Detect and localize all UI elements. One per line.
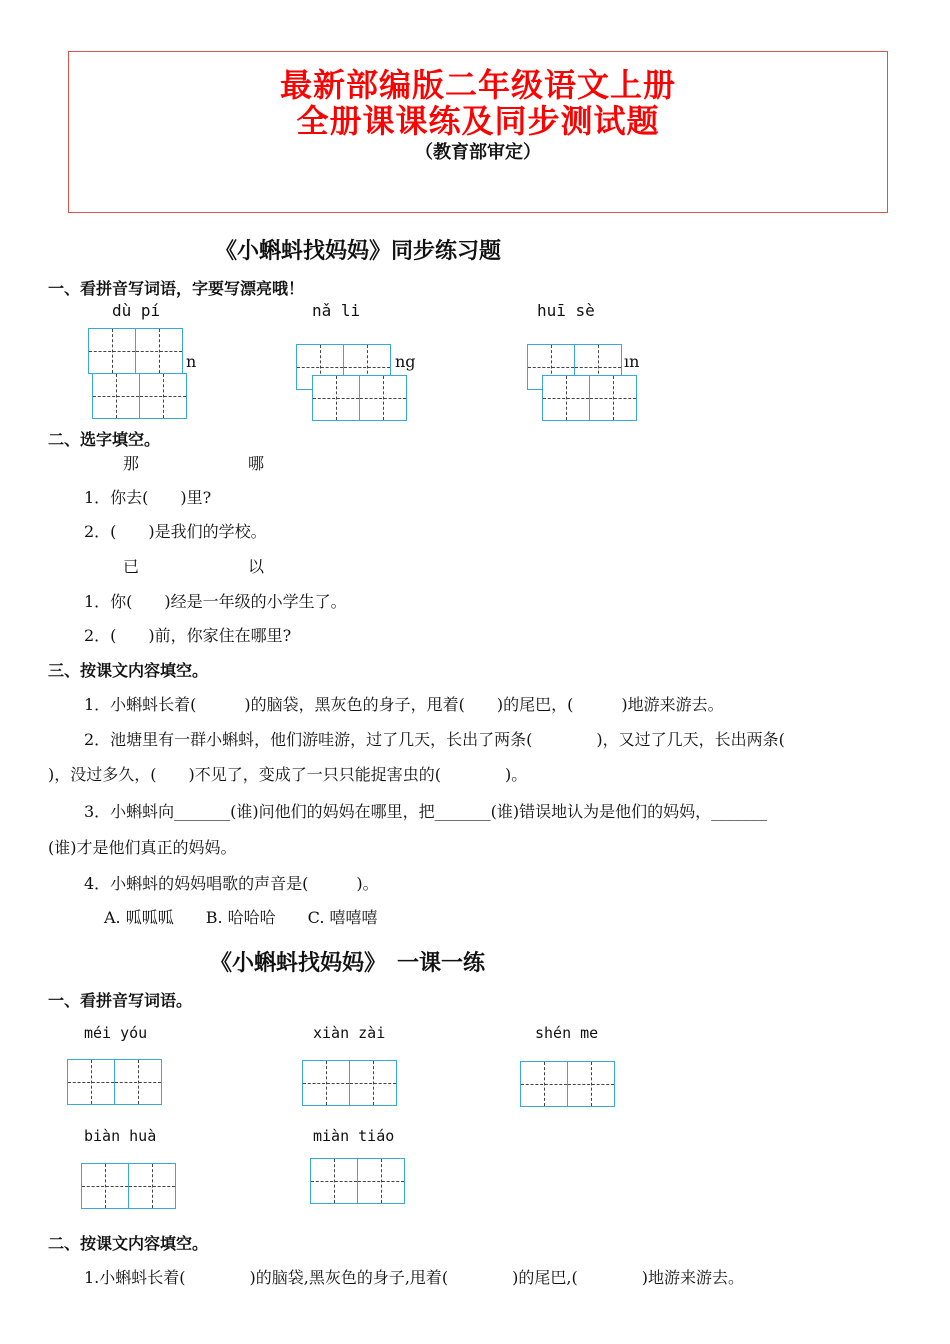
p2-s1-heading: 一、看拼音写词语。 [48,991,193,1010]
grid-cell[interactable] [81,1163,129,1209]
writing-grid[interactable] [312,375,405,421]
p1-s3-heading: 三、按课文内容填空。 [48,661,209,680]
pinyin-fragment: ın [624,352,640,371]
p1-s1-heading: 一、看拼音写词语，字要写漂亮哦！ [48,279,305,298]
grid-cell[interactable] [67,1059,115,1105]
grid-cell[interactable] [128,1163,176,1209]
pinyin-dupi: dù pí [112,301,161,320]
answer-options: A. 呱呱呱 B. 哈哈哈 C. 嘻嘻嘻 [104,908,378,927]
question-cont: )，没过多久，( )不见了，变成了一只只能捉害虫的( )。 [48,765,528,784]
part2-title: 《小蝌蚪找妈妈》 一课一练 [210,951,486,976]
grid-cell[interactable] [302,1060,350,1106]
grid-cell[interactable] [114,1059,162,1105]
writing-grid[interactable] [67,1059,160,1105]
grid-cell[interactable] [135,328,183,374]
choice-char: 哪 [248,454,265,473]
writing-grid[interactable] [302,1060,395,1106]
doc-title-line1: 最新部编版二年级语文上册 [279,66,676,104]
title-box [68,51,888,213]
writing-grid[interactable] [520,1061,613,1107]
question: 1.小蝌蚪长着( )的脑袋,黑灰色的身子,甩着( )的尾巴,( )地游来游去。 [84,1268,744,1287]
question: 1．小蝌蚪长着( )的脑袋，黑灰色的身子，甩着( )的尾巴，( )地游来游去。 [84,695,724,714]
p2-s2-heading: 二、按课文内容填空。 [48,1234,209,1253]
question: 2．( )是我们的学校。 [84,522,267,541]
grid-cell[interactable] [357,1158,405,1204]
writing-grid[interactable] [310,1158,403,1204]
question: 4．小蝌蚪的妈妈唱歌的声音是( )。 [84,874,379,893]
choice-char: 那 [123,454,140,473]
pinyin-huise: huī sè [537,301,595,320]
pinyin-bianhua: biàn huà [84,1127,157,1145]
pinyin-shenme: shén me [535,1024,599,1042]
choice-char: 已 [123,557,140,576]
question: 2．( )前，你家住在哪里? [84,626,292,645]
pinyin-fragment: ng [395,352,416,371]
grid-cell[interactable] [310,1158,358,1204]
writing-grid[interactable] [542,375,635,421]
pinyin-nali: nǎ li [312,301,361,320]
grid-cell[interactable] [92,373,140,419]
pinyin-meiyou: méi yóu [84,1024,148,1042]
grid-cell[interactable] [139,373,187,419]
pinyin-xianzai: xiàn zài [313,1024,386,1042]
question-cont: (谁)才是他们真正的妈妈。 [48,838,237,857]
grid-cell[interactable] [88,328,136,374]
writing-grid[interactable] [88,328,181,374]
question: 1．你去( )里? [84,488,212,507]
grid-cell[interactable] [567,1061,615,1107]
p1-s2-heading: 二、选字填空。 [48,430,161,449]
writing-grid[interactable] [92,373,185,419]
question: 1．你( )经是一年级的小学生了。 [84,592,347,611]
part1-title: 《小蝌蚪找妈妈》同步练习题 [215,239,502,264]
doc-title-line2: 全册课课练及同步测试题 [296,102,660,140]
grid-cell[interactable] [520,1061,568,1107]
question: 2．池塘里有一群小蝌蚪，他们游哇游，过了几天，长出了两条( )，又过了几天，长出两条( [84,730,785,749]
writing-grid[interactable] [81,1163,174,1209]
grid-cell[interactable] [542,375,590,421]
choice-char: 以 [248,557,265,576]
question: 3．小蝌蚪向_______(谁)问他们的妈妈在哪里，把_______(谁)错误地认为是他们的妈妈，_______ [84,802,768,821]
grid-cell[interactable] [359,375,407,421]
grid-cell[interactable] [589,375,637,421]
doc-subtitle: （教育部审定） [415,142,541,163]
pinyin-miantiao: miàn tiáo [313,1127,395,1145]
grid-cell[interactable] [349,1060,397,1106]
pinyin-fragment: n [186,352,197,371]
grid-cell[interactable] [312,375,360,421]
